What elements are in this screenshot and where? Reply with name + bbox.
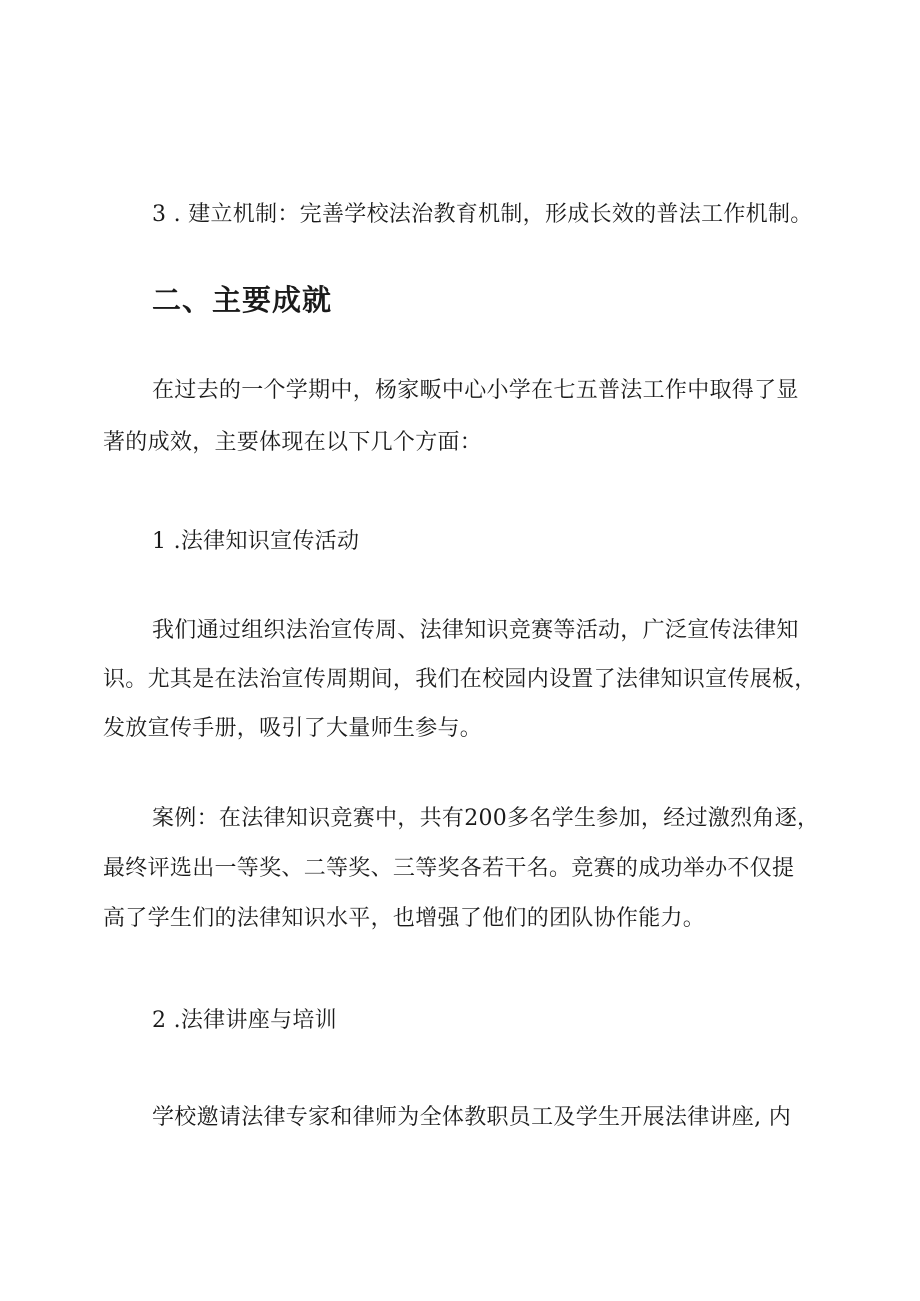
section-heading: 二、主要成就 [152,283,333,317]
paragraph-line: 案例：在法律知识竞赛中，共有200多名学生参加，经过激烈角逐， [152,806,820,831]
paragraph-line: 著的成效，主要体现在以下几个方面： [103,430,483,455]
paragraph-line: 学校邀请法律专家和律师为全体教职员工及学生开展法律讲座, 内 [152,1105,791,1130]
paragraph-line: 最终评选出一等奖、二等奖、三等奖各若干名。竞赛的成功举办不仅提 [103,856,795,881]
subsection-title-1: 1 .法律知识宣传活动 [152,529,360,554]
paragraph-line: 识。尤其是在法治宣传周期间，我们在校园内设置了法律知识宣传展板， [103,667,817,692]
paragraph-line: 在过去的一个学期中，杨家畈中心小学在七五普法工作中取得了显 [152,378,799,403]
paragraph-line: 高了学生们的法律知识水平，也增强了他们的团队协作能力。 [103,906,706,931]
paragraph-line: 我们通过组织法治宣传周、法律知识竞赛等活动，广泛宣传法律知 [152,618,799,643]
list-item-3: 3 . 建立机制：完善学校法治教育机制，形成长效的普法工作机制。 [152,202,813,227]
paragraph-line: 发放宣传手册，吸引了大量师生参与。 [103,716,483,741]
subsection-title-2: 2 .法律讲座与培训 [152,1008,337,1033]
